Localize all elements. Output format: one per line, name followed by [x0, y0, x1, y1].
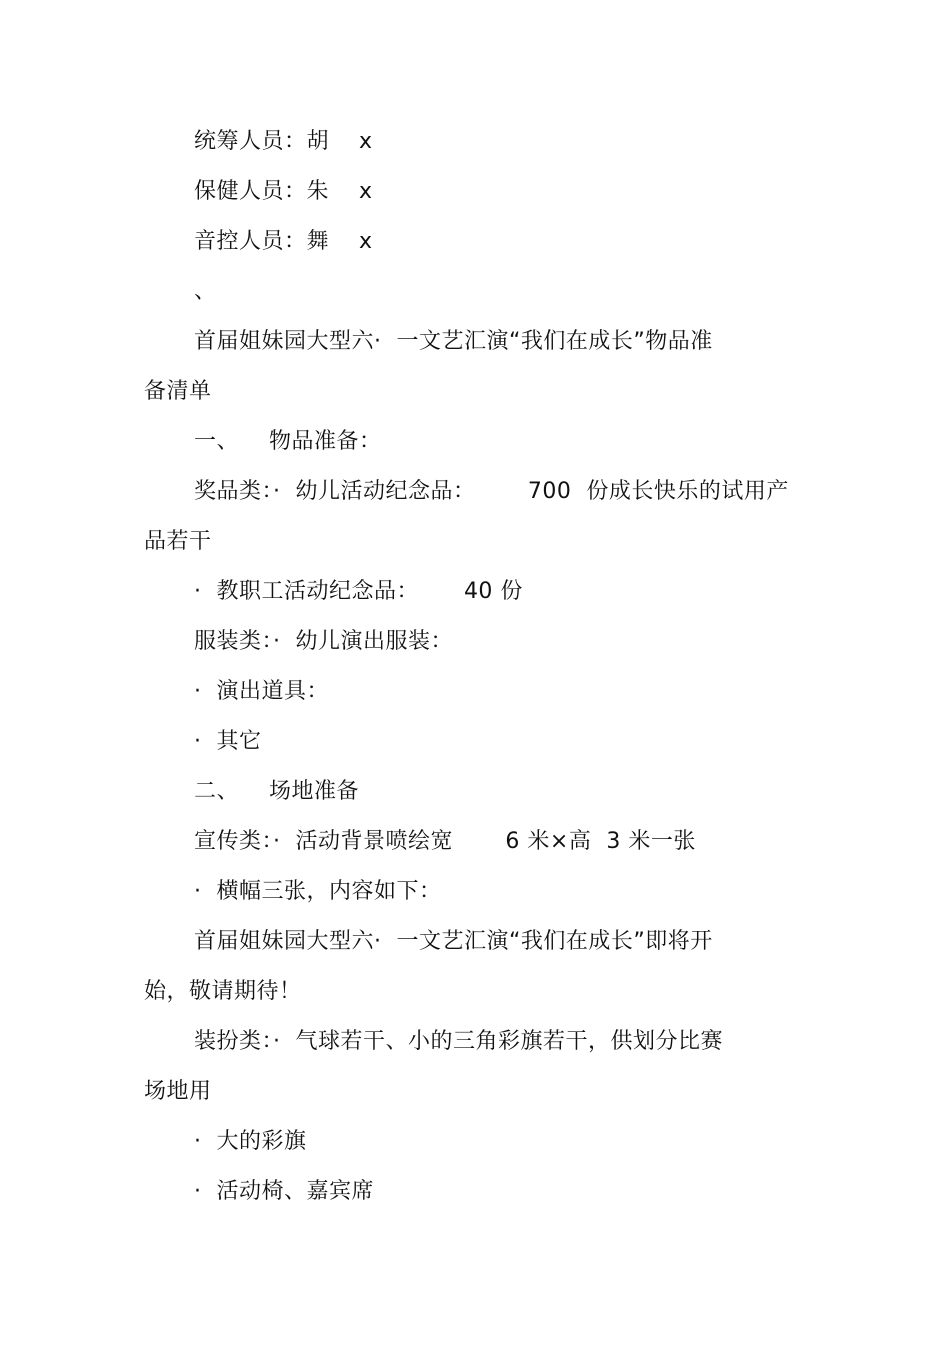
sound-staff-line: 音控人员：舞 x	[194, 229, 373, 254]
banner-text-line-1: 首届姐妹园大型六· 一文艺汇演“我们在成长”即将开	[194, 929, 713, 954]
props-line: · 演出道具：	[194, 679, 329, 704]
large-flags-line: · 大的彩旗	[194, 1129, 307, 1154]
coordinator-line: 统筹人员：胡 x	[194, 129, 373, 154]
prizes-line-1: 奖品类：· 幼儿活动纪念品： 700 份成长快乐的试用产	[194, 479, 789, 504]
decoration-line-1: 装扮类：· 气球若干、小的三角彩旗若干，供划分比赛	[194, 1029, 723, 1054]
decoration-line-2: 场地用	[144, 1079, 212, 1104]
title-line-1: 首届姐妹园大型六· 一文艺汇演“我们在成长”物品准	[194, 329, 713, 354]
chairs-seats-line: · 活动椅、嘉宾席	[194, 1179, 374, 1204]
section-heading-venue: 二、 场地准备	[194, 779, 359, 804]
others-line: · 其它	[194, 729, 262, 754]
staff-souvenir-line: · 教职工活动纪念品： 40 份	[194, 579, 523, 604]
prizes-line-2: 品若干	[144, 529, 212, 554]
banner-text-line-2: 始，敬请期待！	[144, 979, 302, 1004]
title-line-2: 备清单	[144, 379, 212, 404]
publicity-line: 宣传类：· 活动背景喷绘宽 6 米×高 3 米一张	[194, 829, 696, 854]
health-staff-line: 保健人员：朱 x	[194, 179, 373, 204]
costume-line: 服装类：· 幼儿演出服装：	[194, 629, 453, 654]
section-heading-items: 一、 物品准备：	[194, 429, 382, 454]
banners-line: · 横幅三张，内容如下：	[194, 879, 442, 904]
separator-mark: 、	[194, 279, 217, 304]
